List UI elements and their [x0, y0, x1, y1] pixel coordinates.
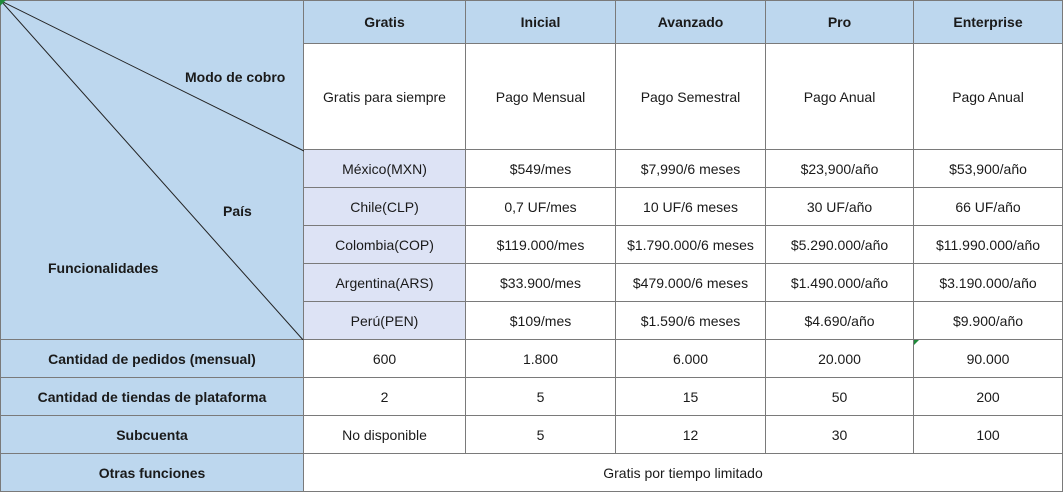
country-cell: Chile(CLP) [304, 188, 466, 226]
feature-label-stores: Cantidad de tiendas de plataforma [0, 378, 304, 416]
price-cell: $9.900/año [914, 302, 1063, 340]
price-cell: $119.000/mes [466, 226, 616, 264]
feature-cell: 6.000 [616, 340, 766, 378]
feature-cell: 5 [466, 416, 616, 454]
other-functions-value: Gratis por tiempo limitado [304, 454, 1063, 492]
price-cell: $3.190.000/año [914, 264, 1063, 302]
billing-mode-label: Modo de cobro [185, 69, 286, 85]
price-cell: $4.690/año [766, 302, 914, 340]
corner-header [0, 0, 304, 340]
plan-header-inicial: Inicial [466, 0, 616, 44]
billing-cell: Pago Anual [914, 44, 1063, 150]
feature-cell: 100 [914, 416, 1063, 454]
feature-cell: 20.000 [766, 340, 914, 378]
feature-cell: 90.000 [914, 340, 1063, 378]
price-cell: $1.590/6 meses [616, 302, 766, 340]
plan-header-pro: Pro [766, 0, 914, 44]
feature-cell: 50 [766, 378, 914, 416]
plan-header-gratis: Gratis [304, 0, 466, 44]
price-cell: $53,900/año [914, 150, 1063, 188]
price-cell: $5.290.000/año [766, 226, 914, 264]
price-cell: $109/mes [466, 302, 616, 340]
feature-cell: No disponible [304, 416, 466, 454]
feature-cell: 200 [914, 378, 1063, 416]
billing-cell: Pago Anual [766, 44, 914, 150]
price-cell: $1.790.000/6 meses [616, 226, 766, 264]
feature-label-subaccount: Subcuenta [0, 416, 304, 454]
billing-cell: Gratis para siempre [304, 44, 466, 150]
country-cell: Perú(PEN) [304, 302, 466, 340]
price-cell: 66 UF/año [914, 188, 1063, 226]
comment-marker [0, 0, 6, 6]
price-cell: $479.000/6 meses [616, 264, 766, 302]
feature-cell: 1.800 [466, 340, 616, 378]
plan-header-avanzado: Avanzado [616, 0, 766, 44]
feature-cell: 12 [616, 416, 766, 454]
price-cell: $23,900/año [766, 150, 914, 188]
country-cell: Argentina(ARS) [304, 264, 466, 302]
price-cell: 30 UF/año [766, 188, 914, 226]
feature-cell: 15 [616, 378, 766, 416]
feature-cell: 600 [304, 340, 466, 378]
feature-cell: 2 [304, 378, 466, 416]
feature-cell: 30 [766, 416, 914, 454]
country-cell: México(MXN) [304, 150, 466, 188]
country-label: País [223, 203, 252, 219]
feature-label-other: Otras funciones [0, 454, 304, 492]
country-cell: Colombia(COP) [304, 226, 466, 264]
price-cell: 0,7 UF/mes [466, 188, 616, 226]
plan-header-enterprise: Enterprise [914, 0, 1063, 44]
feature-cell: 5 [466, 378, 616, 416]
features-label: Funcionalidades [48, 260, 159, 276]
price-cell: $549/mes [466, 150, 616, 188]
price-cell: $1.490.000/año [766, 264, 914, 302]
comment-marker [914, 340, 919, 345]
diagonal-lines [1, 1, 305, 341]
price-cell: $11.990.000/año [914, 226, 1063, 264]
price-cell: $7,990/6 meses [616, 150, 766, 188]
price-cell: $33.900/mes [466, 264, 616, 302]
feature-label-orders: Cantidad de pedidos (mensual) [0, 340, 304, 378]
billing-cell: Pago Mensual [466, 44, 616, 150]
price-cell: 10 UF/6 meses [616, 188, 766, 226]
billing-cell: Pago Semestral [616, 44, 766, 150]
